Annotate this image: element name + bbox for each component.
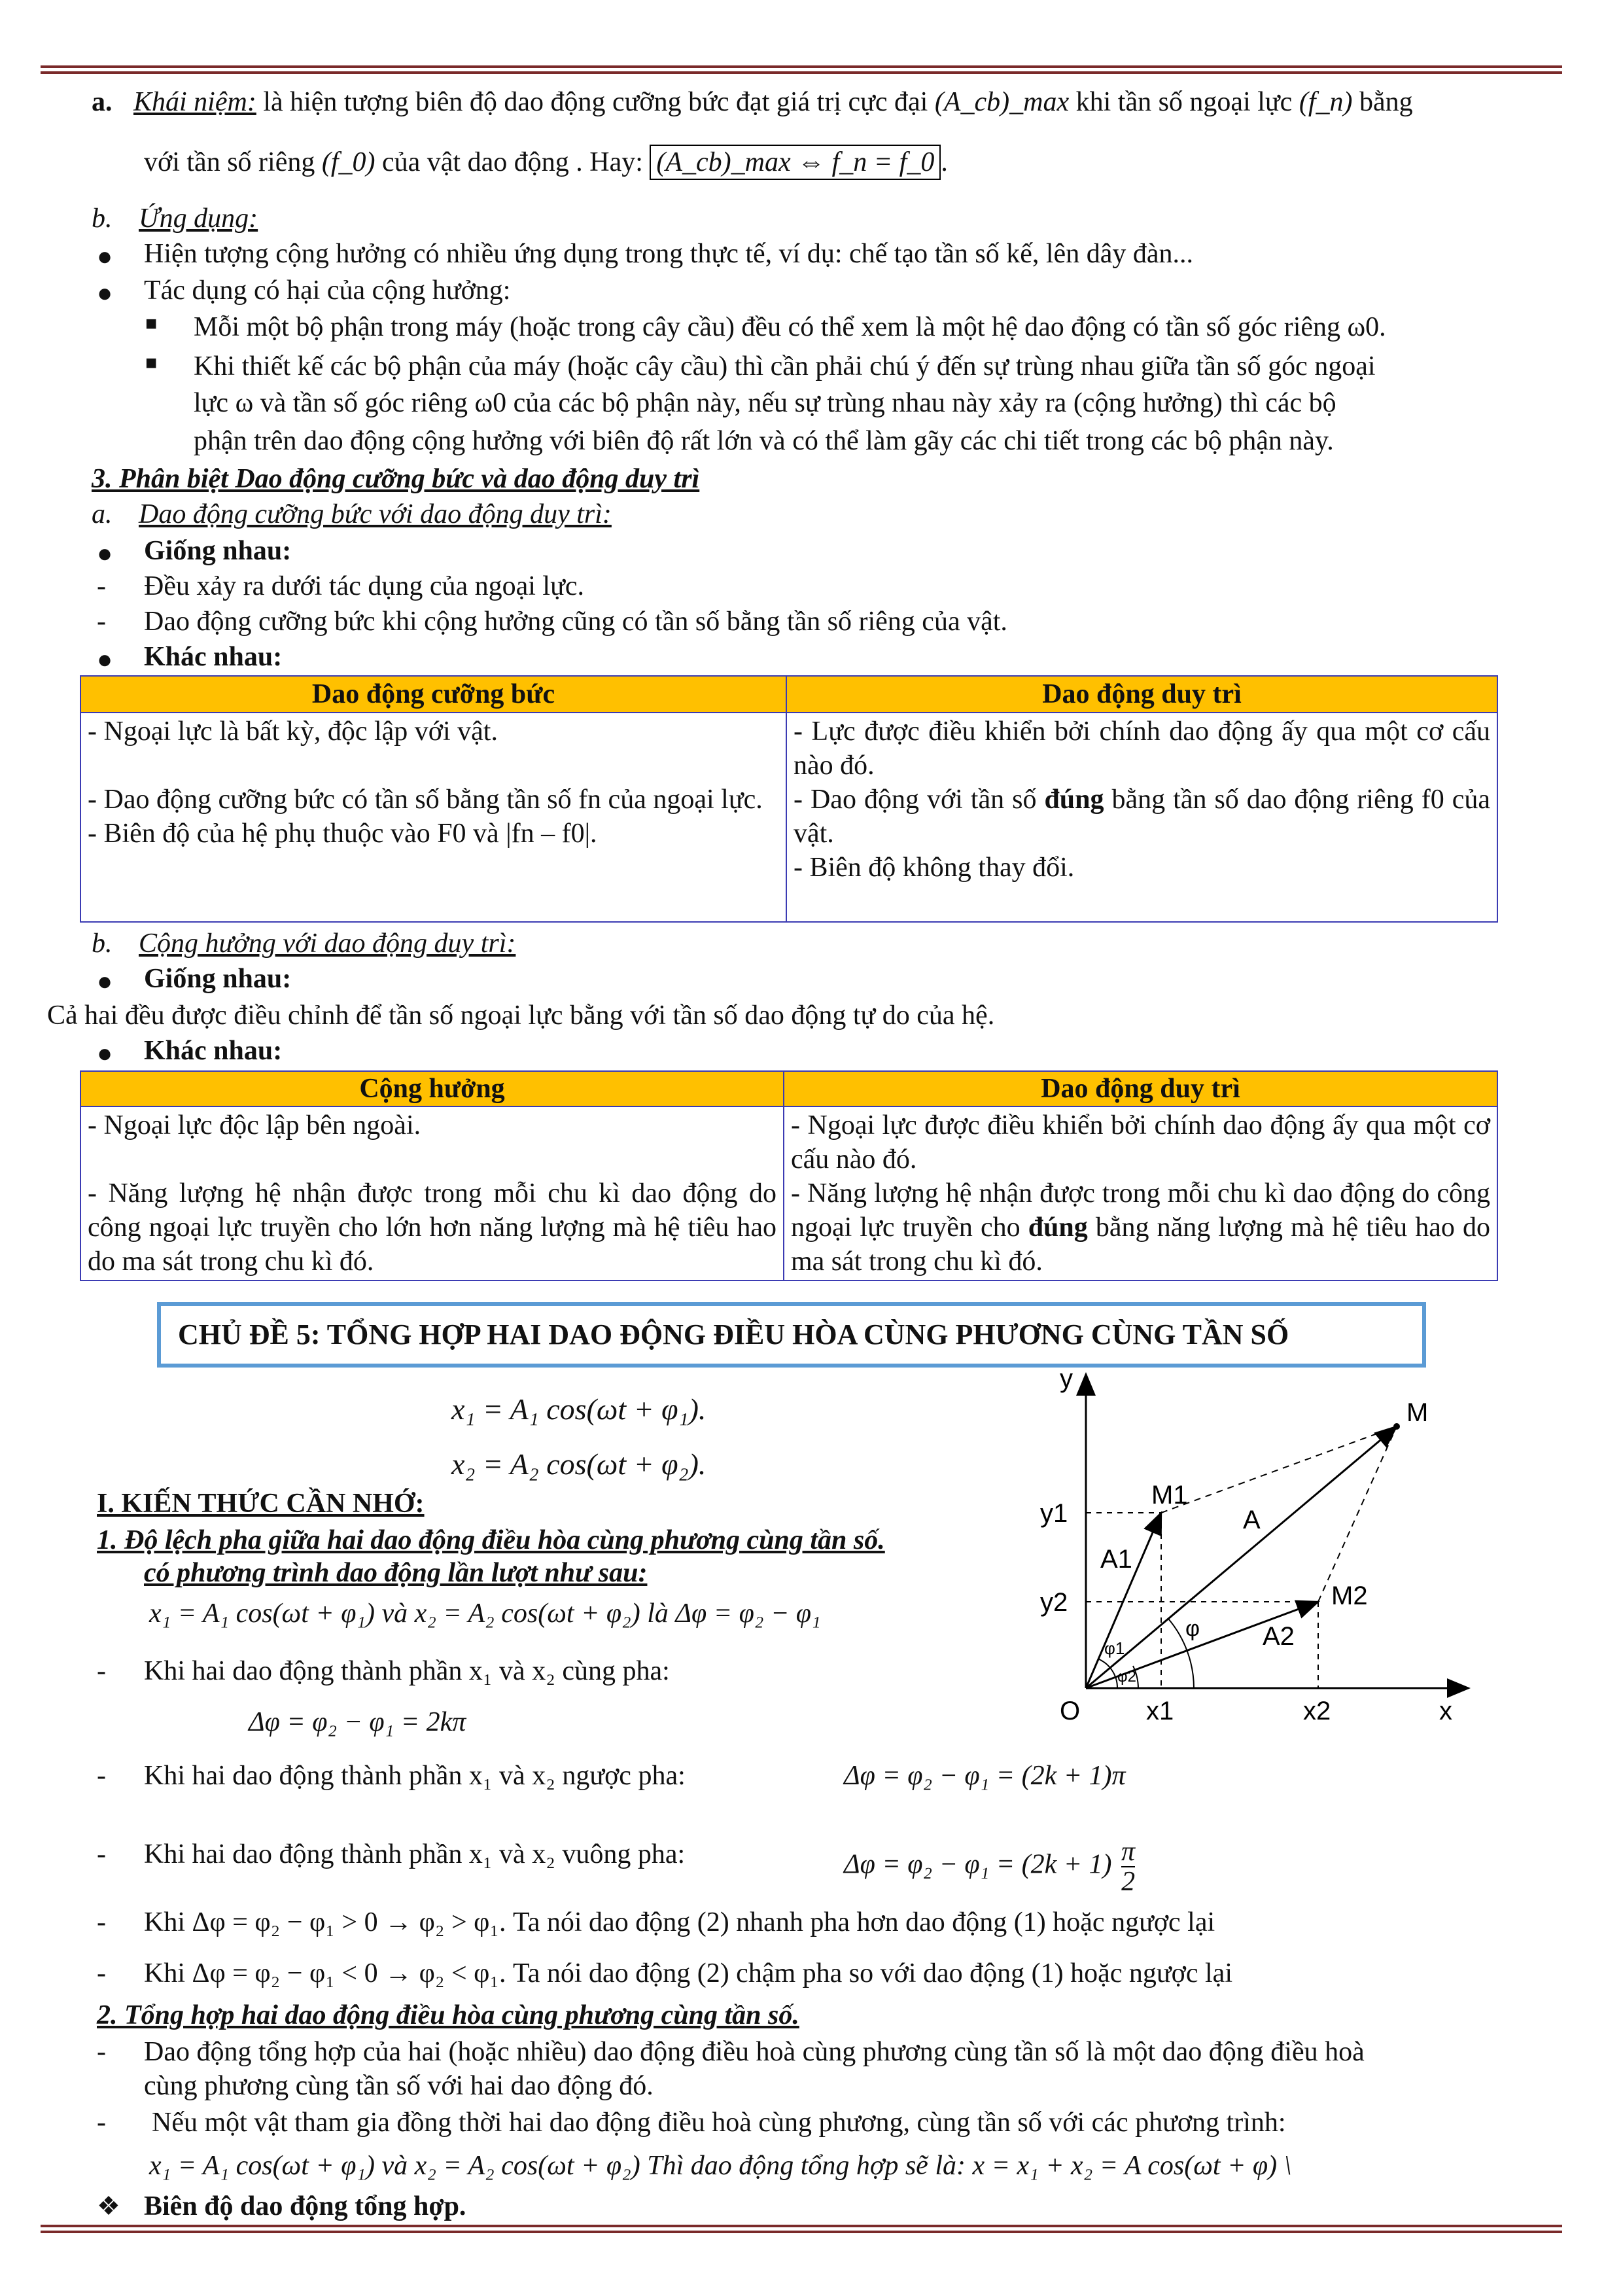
part-1-title: I. KIẾN THỨC CẦN NHỚ: [97,1489,425,1519]
resonance-condition-box: (A_cb)_max ⇔ f_n = f_0 [650,145,941,180]
table-cell: - Lực được điều khiển bởi chính dao động ấy qua một cơ cấu nào đó. - Dao động với tần số đúng bằng tần số dao động riêng f0 của vật. - Biên độ không thay đổi. [786,713,1497,922]
section-1-title-line-2: có phương trình dao động lần lượt như sau: [144,1558,648,1588]
square-bullet-icon: ■ [145,352,158,374]
dashed-line [1318,1426,1397,1602]
y1-label: y1 [1040,1499,1068,1528]
amplitude-title: Biên độ dao động tổng hợp. [144,2191,466,2221]
table-cell: - Ngoại lực là bất kỳ, độc lập với vật. - Dao động cưỡng bức có tần số bằng tần số fn của ngoại lực. - Biên độ của hệ phụ thuộc vào F0 và |fn – f0|. [80,713,786,922]
phi-label: φ [1185,1616,1200,1641]
synthesis-line-1: Dao động tổng hợp của hai (hoặc nhiều) dao động điều hoà cùng phương cùng tần số là một dao động điều hoà [144,2037,1365,2067]
table-header: Dao động duy trì [786,676,1497,713]
bullet-icon: ● [97,241,113,271]
bullet-icon: ● [97,1038,113,1068]
opposite-phase-case: Khi hai dao động thành phần x₁ và x₂ ngược pha: [144,1761,686,1791]
table-header: Dao động cưỡng bức [80,676,786,713]
synthesis-line-3: Nếu một vật tham gia đồng thời hai dao động điều hoà cùng phương, cùng tần số với các phương trình: [152,2108,1286,2138]
bullet-icon: ● [97,539,113,568]
comparison-table-resonance-vs-sustained [80,1070,1498,1281]
section-1-title-line-1: 1. Độ lệch pha giữa hai dao động điều hòa cùng phương cùng tần số. [97,1525,885,1555]
in-phase-case: Khi hai dao động thành phần x₁ và x₂ cùng pha: [144,1656,670,1686]
dash-icon: - [97,1839,106,1869]
A-label: A [1243,1506,1261,1534]
opposite-phase-equation: Δφ = φ₂ − φ₁ = (2k + 1)π [844,1761,1126,1791]
table-header: Cộng hưởng [80,1071,784,1106]
similarity-text-2: Cả hai đều được điều chỉnh để tần số ngoại lực bằng với tần số dao động tự do của hệ. [47,1000,995,1031]
applications-bullet-2: Tác dụng có hại của cộng hưởng: [144,275,511,306]
similarities-label: Giống nhau: [144,536,292,566]
concept-line-1: a. Khái niệm: là hiện tượng biên độ dao động cưỡng bức đạt giá trị cực đại (A_cb)_max khi tần số ngoại lực (f_n) bằng [92,87,1413,117]
header-rule [41,65,1562,76]
harm-item-2-line-1: Khi thiết kế các bộ phận của máy (hoặc cây cầu) thì cần phải chú ý đến sự trùng nhau giữa tần số góc ngoại [194,351,1376,381]
differences-label-2: Khác nhau: [144,1036,283,1066]
section-3b-heading: b. Cộng hưởng với dao động duy trì: [92,928,516,959]
dash-icon: - [97,2037,106,2067]
y2-label: y2 [1040,1588,1068,1617]
equation-x1: x₁ = A₁ cos(ωt + φ₁). [451,1392,707,1426]
M1-label: M1 [1151,1481,1188,1510]
diamond-bullet-icon: ❖ [97,2191,120,2221]
similarity-2: Dao động cưỡng bức khi cộng hưởng cũng có tần số bằng tần số riêng của vật. [144,607,1007,637]
applications-heading: b. Ứng dụng: [92,203,258,234]
square-bullet-icon: ■ [145,313,158,334]
dash-icon: - [97,1656,106,1686]
vector-A [1086,1426,1397,1688]
phasor-diagram [1040,1361,1485,1727]
table-cell: - Ngoại lực được điều khiển bởi chính dao động ấy qua một cơ cấu nào đó. - Năng lượng hệ nhận được trong mỗi chu kì dao động do công ngoại lực truyền cho đúng bằng năng lượng mà hệ tiêu hao do ma sát trong chu kì đó. [784,1106,1497,1280]
harm-item-2-line-2: lực ω và tần số góc riêng ω0 của các bộ phận này, nếu sự trùng nhau này xảy ra (cộng hưởng) thì các bộ [194,388,1336,418]
comparison-table-forced-vs-sustained [80,675,1498,923]
leading-phase-case: Khi Δφ = φ₂ − φ₁ > 0 → φ₂ > φ₁. Ta nói dao động (2) nhanh pha hơn dao động (1) hoặc ngược lại [144,1907,1215,1937]
bullet-icon: ● [97,645,113,674]
phi2-label: φ2 [1117,1668,1136,1686]
dash-icon: - [97,1907,106,1937]
synthesis-line-2: cùng phương cùng tần số với hai dao động đó. [144,2071,654,2101]
differences-label: Khác nhau: [144,642,283,672]
phi1-label: φ1 [1104,1638,1125,1658]
phase-difference-equation: x₁ = A₁ cos(ωt + φ₁) và x₂ = A₂ cos(ωt + φ₂) là Δφ = φ₂ − φ₁ [149,1598,821,1629]
footer-rule [41,2225,1562,2235]
lagging-phase-case: Khi Δφ = φ₂ − φ₁ < 0 → φ₂ < φ₁. Ta nói dao động (2) chậm pha so với dao động (1) hoặc ngược lại [144,1958,1232,1988]
A1-label: A1 [1100,1545,1132,1574]
equation-x2: x₂ = A₂ cos(ωt + φ₂). [451,1447,707,1481]
M-label: M [1406,1398,1429,1427]
x-label: x [1439,1697,1452,1725]
dash-icon: - [97,571,106,601]
point-M [1393,1423,1400,1430]
bullet-icon: ● [97,278,113,308]
quadrature-equation: Δφ = φ₂ − φ₁ = (2k + 1) $\frac{\pi}{2}$ [844,1837,1136,1897]
similarity-1: Đều xảy ra dưới tác dụng của ngoại lực. [144,571,585,601]
synthesis-equation: x₁ = A₁ cos(ωt + φ₁) và x₂ = A₂ cos(ωt + φ₂) Thì dao động tổng hợp sẽ là: x = x₁ + x₂ = A cos(ωt + φ) \ [149,2151,1292,2181]
similarities-label-2: Giống nhau: [144,964,292,994]
dash-icon: - [97,1761,106,1791]
table-cell: - Ngoại lực độc lập bên ngoài. - Năng lượng hệ nhận được trong mỗi chu kì dao động do công ngoại lực truyền cho lớn hơn năng lượng mà hệ tiêu hao do ma sát trong chu kì đó. [80,1106,784,1280]
harm-item-2-line-3: phận trên dao động cộng hưởng với biên độ rất lớn và có thể làm gãy các chi tiết trong các bộ phận này. [194,426,1334,456]
vector-A1 [1086,1513,1161,1688]
topic-title-box: CHỦ ĐỀ 5: TỔNG HỢP HAI DAO ĐỘNG ĐIỀU HÒA CÙNG PHƯƠNG CÙNG TẦN SỐ [157,1302,1426,1368]
table-header: Dao động duy trì [784,1071,1497,1106]
bullet-icon: ● [97,966,113,996]
concept-line-2: với tần số riêng (f_0) của vật dao động . Hay: (A_cb)_max ⇔ f_n = f_0 . [144,145,948,179]
x2-label: x2 [1303,1697,1331,1725]
fraction: $\frac{\pi}{2}$ [1121,1837,1136,1897]
harm-item-1: Mỗi một bộ phận trong máy (hoặc trong cây cầu) đều có thể xem là một hệ dao động có tần số góc riêng ω0. [194,312,1386,342]
dash-icon: - [97,2108,106,2138]
dash-icon: - [97,607,106,637]
y-label: y [1060,1364,1073,1393]
in-phase-equation: Δφ = φ₂ − φ₁ = 2kπ [249,1707,466,1737]
quadrature-case: Khi hai dao động thành phần x₁ và x₂ vuông pha: [144,1839,686,1869]
x1-label: x1 [1146,1697,1174,1725]
dashed-line [1161,1426,1397,1513]
section-3-title: 3. Phân biệt Dao động cưỡng bức và dao động duy trì [92,464,700,494]
dash-icon: - [97,1958,106,1988]
M2-label: M2 [1331,1581,1368,1610]
applications-bullet-1: Hiện tượng cộng hưởng có nhiều ứng dụng trong thực tế, ví dụ: chế tạo tần số kế, lên dây đàn... [144,239,1193,269]
A2-label: A2 [1263,1622,1295,1651]
section-3a-heading: a. Dao động cưỡng bức với dao động duy trì: [92,499,612,529]
section-2-title: 2. Tổng hợp hai dao động điều hòa cùng phương cùng tần số. [97,2000,799,2030]
origin-label: O [1060,1697,1081,1725]
